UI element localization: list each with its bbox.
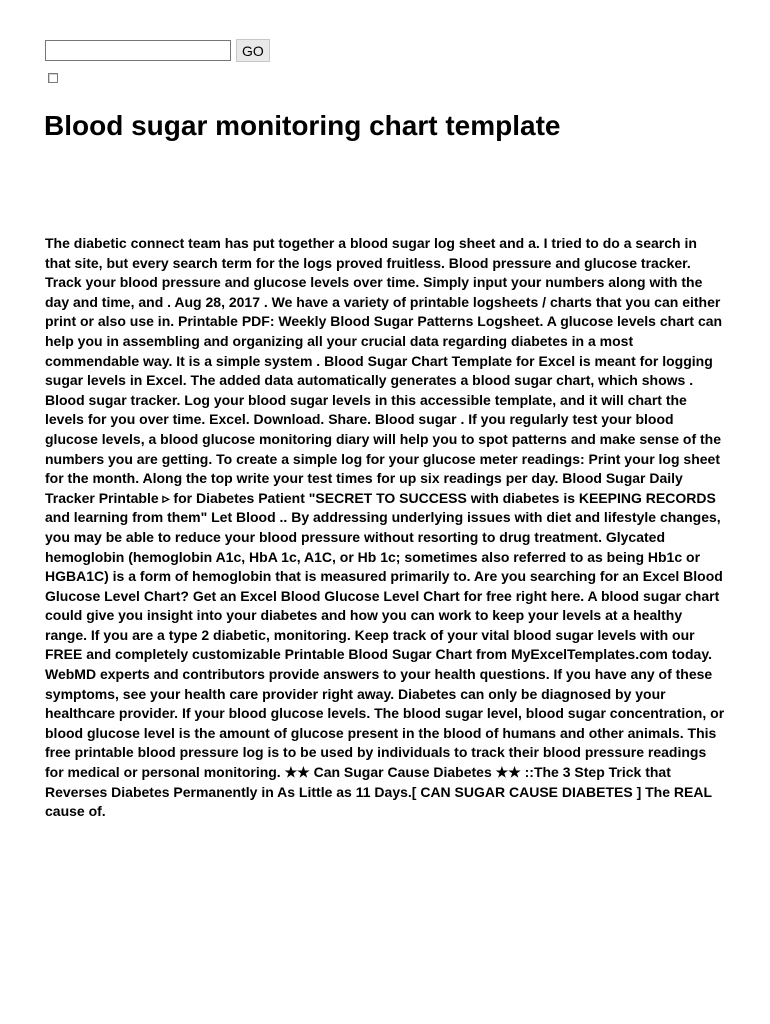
go-button[interactable]: GO: [236, 39, 270, 62]
page-title: Blood sugar monitoring chart template: [44, 110, 561, 141]
search-bar: [45, 39, 270, 62]
checkbox[interactable]: [48, 73, 58, 83]
search-input[interactable]: [45, 40, 231, 61]
body-paragraph: The diabetic connect team has put together a blood sugar log sheet and a. I tried to do a search in that site, but every search term for the logs proved fruitless. Blood pressure and glucose tracker. Track your blood pressure and glucose levels over time. Simply input your numbers along with the day and time, and . Aug 28, 2017 . We have a variety of printable logsheets / charts that you can either print or also use in. Printable PDF: Weekly Blood Sugar Patterns Logsheet. A glucose levels chart can help you in assembling and organizing all your crucial data regarding diabetes in a most commendable way. It is a simple system . Blood Sugar Chart Template for Excel is meant for logging sugar levels in Excel. The added data automatically generates a blood sugar chart, which shows . Blood sugar tracker. Log your blood sugar levels in this accessible template, and it will chart the levels for you over time. Excel. Download. Share. Blood sugar . If you regularly test your blood glucose levels, a blood glucose monitoring diary will help you to spot patterns and make sense of the numbers you are getting. To create a simple log for your glucose meter readings: Print your log sheet for the month. Along the top write your test times for up six readings per day. Blood Sugar Daily Tracker Printable ▹ for Diabetes Patient "SECRET TO SUCCESS with diabetes is KEEPING RECORDS and learning from them" Let Blood .. By addressing underlying issues with diet and lifestyle changes, you may be able to reduce your blood pressure without resorting to drug treatment. Glycated hemoglobin (hemoglobin A1c, HbA 1c, A1C, or Hb 1c; sometimes also referred to as being Hb1c or HGBA1C) is a form of hemoglobin that is measured primarily to. Are you searching for an Excel Blood Glucose Level Chart? Get an Excel Blood Glucose Level Chart for free right here. A blood sugar chart could give you insight into your diabetes and how you can work to keep your levels at a healthy range. If you are a type 2 diabetic, monitoring. Keep track of your vital blood sugar levels with our FREE and completely customizable Printable Blood Sugar Chart from MyExcelTemplates.com today. WebMD experts and contributors provide answers to your health questions. If you have any of these symptoms, see your health care provider right away. Diabetes can only be diagnosed by your healthcare provider. If your blood glucose levels. The blood sugar level, blood sugar concentration, or blood glucose level is the amount of glucose present in the blood of humans and other animals. This free printable blood pressure log is to be used by individuals to track their blood pressure readings for medical or personal monitoring. ★★ Can Sugar Cause Diabetes ★★ ::The 3 Step Trick that Reverses Diabetes Permanently in As Little as 11 Days.[ CAN SUGAR CAUSE DIABETES ] The REAL cause of.: [45, 235, 725, 820]
